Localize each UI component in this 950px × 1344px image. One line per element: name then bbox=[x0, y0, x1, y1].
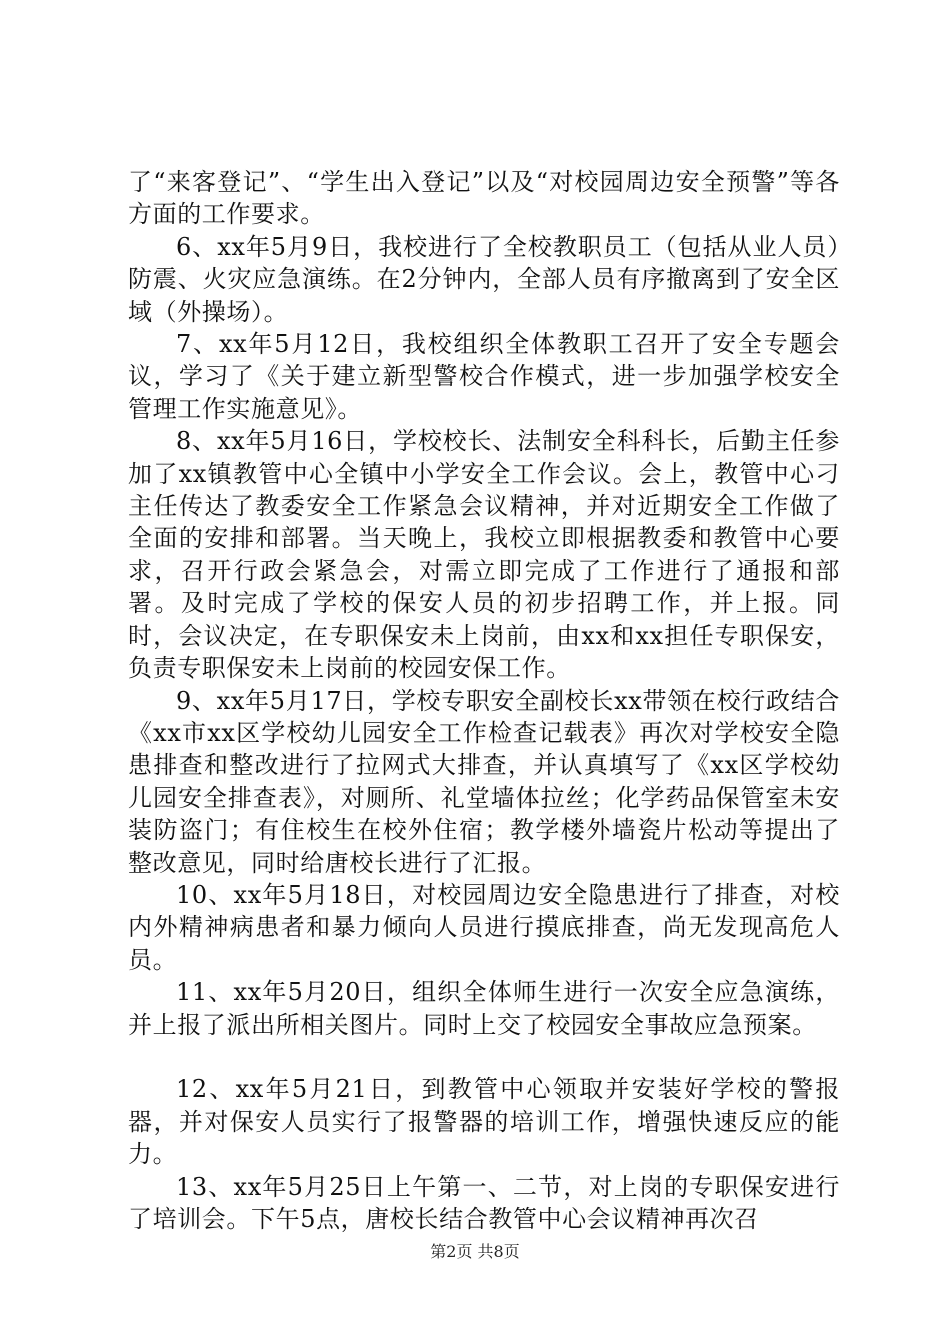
paragraph-item-11: 11、xx年5月20日，组织全体师生进行一次安全应急演练，并上报了派出所相关图片。同时上交了校园安全事故应急预案。 bbox=[128, 978, 840, 1039]
paragraph-item-9: 9、xx年5月17日，学校专职安全副校长xx带领在校行政结合《xx市xx区学校幼儿园安全工作检查记载表》再次对学校安全隐患排查和整改进行了拉网式大排查，并认真填写了《xx区学校幼儿园安全排查表》，对厕所、礼堂墙体拉丝；化学药品保管室未安装防盗门；有住校生在校外住宿；教学楼外墙瓷片松动等提出了整改意见，同时给唐校长进行了汇报。 bbox=[128, 686, 840, 877]
paragraph-continuation: 了“来客登记”、“学生出入登记”以及“对校园周边安全预警”等各方面的工作要求。 bbox=[128, 168, 840, 229]
paragraph-item-13: 13、xx年5月25日上午第一、二节，对上岗的专职保安进行了培训会。下午5点，唐校长结合教管中心会议精神再次召 bbox=[128, 1172, 840, 1233]
page-footer: 第2页 共8页 bbox=[430, 1242, 520, 1261]
paragraph-item-10: 10、xx年5月18日，对校园周边安全隐患进行了排查，对校内外精神病患者和暴力倾向人员进行摸底排查，尚无发现高危人员。 bbox=[128, 880, 840, 974]
paragraph-item-7: 7、xx年5月12日，我校组织全体教职工召开了安全专题会议，学习了《关于建立新型警校合作模式，进一步加强学校安全管理工作实施意见》。 bbox=[128, 330, 840, 423]
paragraph-item-6: 6、xx年5月9日，我校进行了全校教职员工（包括从业人员）防震、火灾应急演练。在2分钟内，全部人员有序撤离到了安全区域（外操场）。 bbox=[128, 232, 840, 326]
paragraph-item-12: 12、xx年5月21日，到教管中心领取并安装好学校的警报器，并对保安人员实行了报警器的培训工作，增强快速反应的能力。 bbox=[128, 1075, 840, 1169]
paragraph-item-8: 8、xx年5月16日，学校校长、法制安全科科长，后勤主任参加了xx镇教管中心全镇中小学安全工作会议。会上，教管中心刁主任传达了教委安全工作紧急会议精神，并对近期安全工作做了全面的安排和部署。当天晚上，我校立即根据教委和教管中心要求，召开行政会紧急会，对需立即完成了工作进行了通报和部署。及时完成了学校的保安人员的初步招聘工作，并上报。同时，会议决定，在专职保安未上岗前，由xx和xx担任专职保安，负责专职保安未上岗前的校园安保工作。 bbox=[128, 427, 840, 683]
document-body bbox=[128, 166, 840, 1235]
